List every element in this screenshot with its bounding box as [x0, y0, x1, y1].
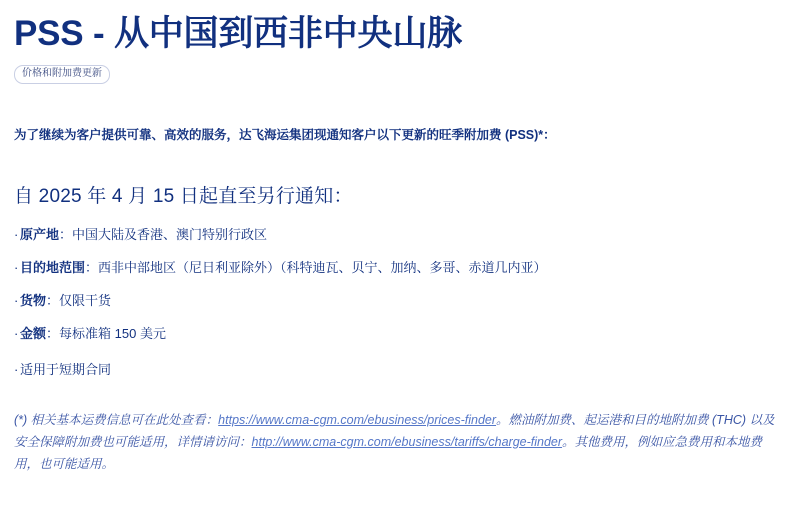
footnote-text-3: 。其他费用，例如应急费用和本地费用，也可能适用。 — [14, 435, 763, 471]
category-tag[interactable]: 价格和附加费更新 — [14, 65, 110, 84]
list-item-separator: ： — [85, 260, 99, 275]
page-title-brand: PSS — [14, 14, 84, 53]
page-title — [14, 14, 786, 54]
charge-finder-link[interactable]: http://www.cma-cgm.com/ebusiness/tariffs/charge-finder — [251, 435, 563, 449]
list-item-label: 原产地 — [20, 227, 60, 242]
list-item — [14, 325, 786, 343]
tag-row — [14, 63, 786, 84]
list-item — [14, 259, 786, 277]
intro-paragraph: 为了继续为客户提供可靠、高效的服务，达飞海运集团现通知客户以下更新的旺季附加费 (PSS)*： — [14, 128, 556, 142]
bullet-dot-icon: · — [14, 293, 19, 308]
list-item-label: 目的地范围 — [20, 260, 86, 275]
list-item-value: 仅限干货 — [59, 293, 112, 308]
page-title-separator: - — [83, 14, 114, 53]
list-item-separator: ： — [59, 227, 73, 242]
page-title-rest: 从中国到西非中央山脉 — [113, 14, 462, 53]
footnote-text-1: (*) 相关基本运费信息可在此处查看： — [14, 413, 219, 427]
effective-date-heading: 自 2025 年 4 月 15 日起直至另行通知： — [14, 186, 353, 207]
list-item — [14, 292, 786, 310]
list-item-value: 适用于短期合同 — [20, 362, 112, 377]
list-item-separator: ： — [46, 293, 60, 308]
prices-finder-link[interactable]: https://www.cma-cgm.com/ebusiness/prices-finder — [218, 413, 497, 427]
list-item-label: 金额 — [20, 326, 47, 341]
list-item-value: 西非中部地区（尼日利亚除外）（科特迪瓦、贝宁、加纳、多哥、赤道几内亚） — [98, 260, 547, 275]
list-item — [14, 226, 786, 244]
bullet-dot-icon: · — [14, 326, 19, 341]
bullet-dot-icon: · — [14, 227, 19, 242]
article-header — [14, 0, 786, 84]
footnote-text-2: 。燃油附加费、起运港和目的地附加费 (THC) 以及安全保障附加费也可能适用，详情请访问： — [14, 413, 775, 449]
bullet-dot-icon: · — [14, 260, 19, 275]
list-item-value: 每标准箱 150 美元 — [59, 326, 166, 341]
list-item-value: 中国大陆及香港、澳门特别行政区 — [72, 227, 268, 242]
bullet-dot-icon: · — [14, 362, 19, 377]
list-item-separator: ： — [46, 326, 60, 341]
list-item-label: 货物 — [20, 293, 47, 308]
footnote — [14, 409, 786, 475]
list-item — [14, 361, 786, 379]
details-list — [14, 226, 786, 379]
